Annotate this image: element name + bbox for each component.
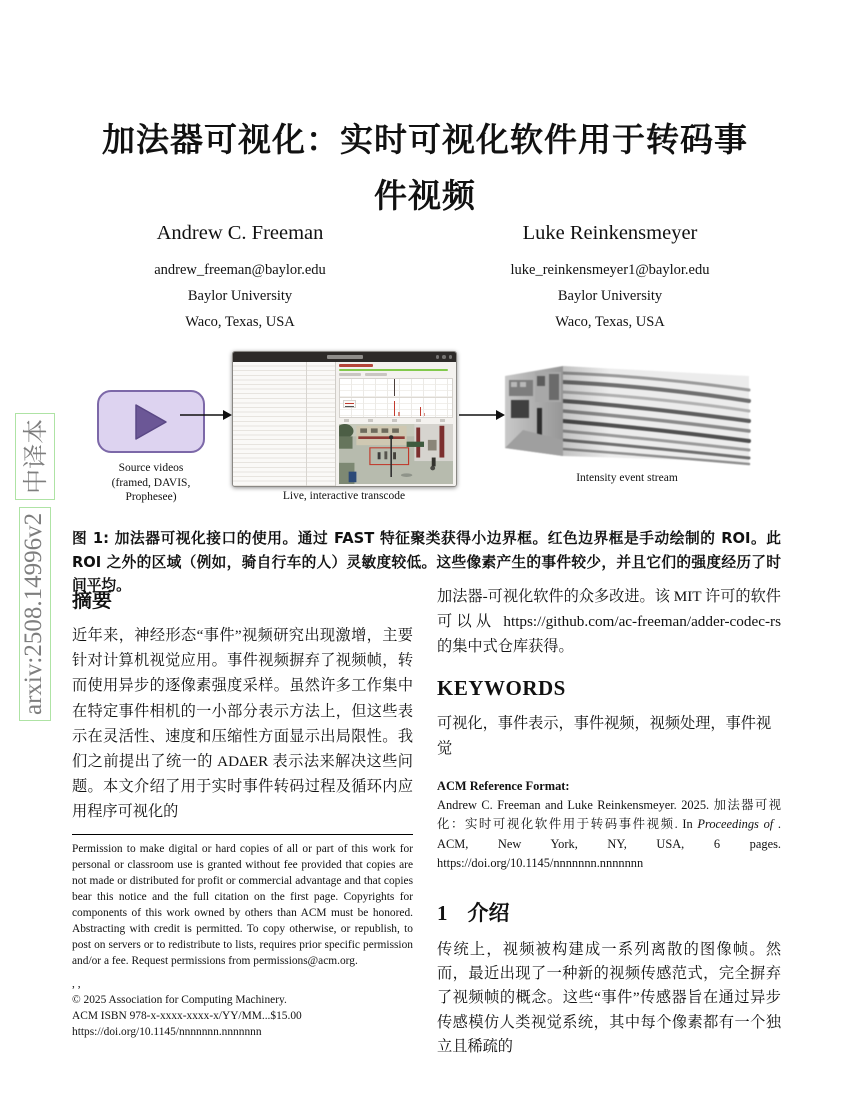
maximize-icon[interactable] [442,355,446,359]
legend-red-series [345,403,354,405]
source-video-icon [97,390,205,453]
github-link[interactable]: https://github.com/ac-freeman/adder-codec-rs [503,613,781,631]
author-1-location: Waco, Texas, USA [185,314,295,330]
introduction-text: 传统上，视频被构建成一系列离散的图像帧。然而，最近出现了一种新的视频传感范式，完全摒弃了视频帧的概念。这些“事件”传感器旨在通过异步传感模仿人类视觉系统，其中每个像素都有一个独立且稀疏的 [437,940,781,1055]
parameters-panel[interactable] [233,362,336,487]
author-2-affiliation: Baylor University [557,288,663,304]
author-2 [425,222,795,335]
acm-reference-heading: ACM Reference Format: [437,778,570,793]
copyright-line: © 2025 Association for Computing Machinery. [72,993,287,1006]
author-2-email[interactable]: luke_reinkensmeyer1@baylor.edu [510,262,710,278]
abstract-heading: 摘要 [72,588,112,612]
source-label-3: Prophesee) [125,491,177,503]
page-title [45,112,805,224]
permission-notice: Permission to make digital or hard copies of all or part of this work for personal or classroom use is granted without fee provided that copies are not made or distributed for profit or commercial advantage and that copies bear this notice and the full citation on the first page. Copyrights for components of this work owned by others than ACM must be honored. Abstracting with credit is permitted. To copy otherwise, or republish, to post on servers or to redistribute to lists, requires prior specific permission and/or a fee. Request permissions from permissions@acm.org. [72,842,413,967]
author-block [55,222,795,335]
source-video-label [62,461,240,505]
keywords-heading: KEYWORDS [437,675,566,700]
plot-x-axis-labels [344,419,448,422]
app-title-text [327,355,363,359]
acm-reference-text [437,796,781,874]
plot-spike-red-3 [398,412,399,416]
acm-ref-part2: . ACM, New York, NY, USA, 6 pages. https://doi.org/10.1145/nnnnnnn.nnnnnnn [437,817,781,871]
transcoder-app-window[interactable] [232,351,457,487]
title-line-1: 加法器可视化：实时可视化软件用于转码事 [102,120,748,159]
plot-spike-red-4 [424,413,425,416]
keywords-list: 可视化，事件表示，事件视频，视频处理，事件视觉 [437,714,772,757]
translation-tag-label: 中译本 [15,413,55,500]
author-1-name: Andrew C. Freeman [156,222,324,244]
plot-spike-dark [394,379,395,396]
left-column [72,584,413,1040]
plot-spike-red-2 [420,407,421,416]
event-stream-graphic [503,360,751,468]
isbn-line: ACM ISBN 978-x-xxxx-xxxx-x/YY/MM...$15.00 [72,1009,302,1022]
event-stream-image [503,360,751,468]
arxiv-id-label: arxiv:2508.14996v2 [19,507,51,721]
conference-line: , , [72,977,81,990]
arrow-right-icon-1 [180,409,232,421]
transcode-label: Live, interactive transcode [282,490,406,502]
footnote-rule [72,834,413,835]
section-1-title: 介绍 [467,900,510,925]
source-label-2: (framed, DAVIS, [111,476,191,489]
author-2-location: Waco, Texas, USA [555,314,665,330]
app-titlebar[interactable] [233,352,456,362]
close-icon[interactable] [449,355,453,359]
status-text-red [339,364,373,367]
campus-scene [339,424,453,484]
acm-ref-italic: Proceedings of [697,817,778,832]
file-buttons [339,373,453,377]
event-rate-plot [339,378,453,418]
section-1-number: 1 [437,900,448,925]
plot-upper [340,379,452,398]
caption-text: 加法器可视化接口的使用。通过 FAST 特征聚类获得小边界框。红色边界框是手动绘制的 ROI。此 ROI 之外的区域（例如，骑自行车的人）灵敏度较低。这些像素产生的事件较少，并且它们的强度经历了时间平均。 [72,530,781,594]
arxiv-watermark [14,361,56,721]
progress-slider[interactable] [339,369,448,371]
source-label-1: Source videos [118,462,184,474]
author-2-name: Luke Reinkensmeyer [522,222,698,244]
app-body [233,362,456,487]
event-stream-label: Intensity event stream [576,472,678,484]
section-1-heading [437,897,781,927]
open-dir-button[interactable] [365,373,387,377]
abstract-cont-pre: 加法器-可视化软件的众多改进。该 MIT 许可的软件可以从 [437,588,781,631]
title-line-2: 件视频 [374,176,476,215]
viewer-panel [336,362,456,487]
plot-lower [340,398,452,417]
abstract-text: 近年来，神经形态“事件”视频研究出现激增，主要针对计算机视觉应用。事件视频摒弃了视频帧，转而使用异步的逐像素强度采样。虽然许多工作集中在特定事件相机的一小部分表示方法上，但这些表示在灵活性、速度和压缩性方面显示出局限性。我们之前提出了统一的 ADΔER 表示法来解决这些问题。本文介绍了用于实时事件转码过程及循环内应用程序可视化的 [72,627,413,821]
doi-link[interactable]: https://doi.org/10.1145/nnnnnnn.nnnnnnn [72,1025,262,1038]
legend-dark-series [345,406,354,408]
app-controls [336,362,456,377]
arrow-right-icon-2 [459,409,505,421]
right-column [437,584,781,1059]
caption-label: 图 1: [72,530,110,547]
acm-ref-part1: Andrew C. Freeman and Luke Reinkensmeyer. 2025. 加法器可视化：实时可视化软件用于转码事件视频. In [437,797,781,832]
author-1-affiliation: Baylor University [187,288,293,304]
open-file-button[interactable] [339,373,361,377]
video-preview[interactable] [339,424,453,484]
plot-legend [343,400,356,408]
minimize-icon[interactable] [436,355,440,359]
abstract-cont-post: 的集中式仓库获得。 [437,638,574,656]
window-controls[interactable] [436,355,453,359]
plot-spike-red-1 [394,401,395,416]
play-icon [134,403,168,441]
author-1 [55,222,425,335]
abstract-continuation [437,584,781,660]
author-1-email[interactable]: andrew_freeman@baylor.edu [154,262,326,278]
